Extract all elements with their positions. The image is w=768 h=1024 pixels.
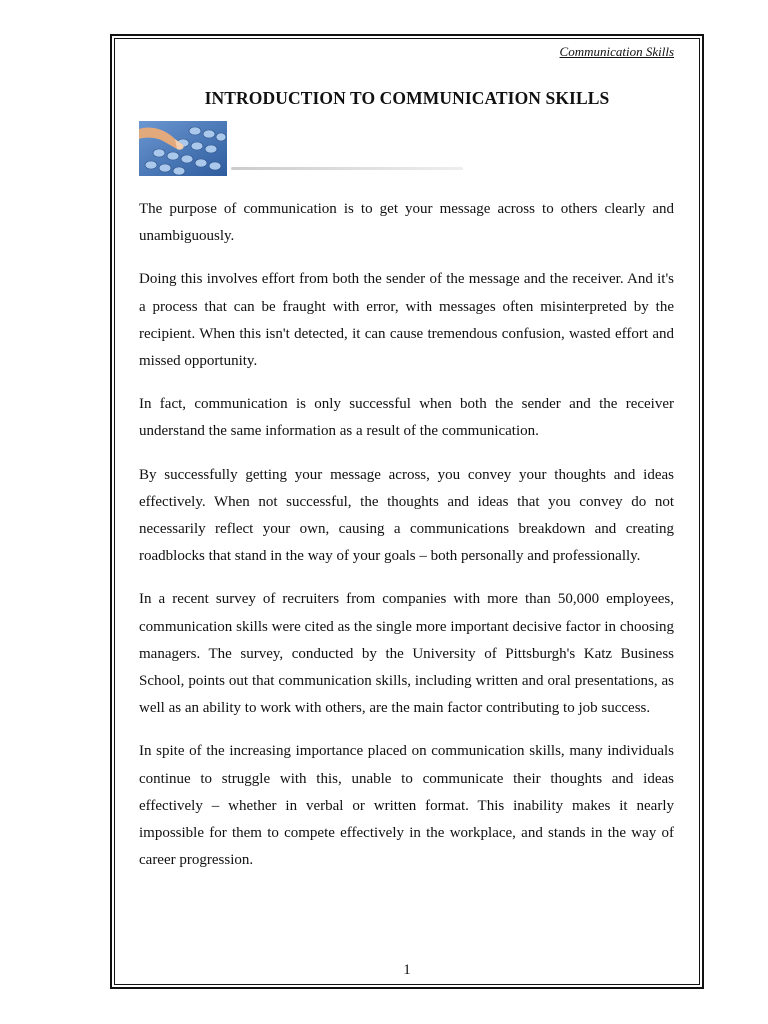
page-title: INTRODUCTION TO COMMUNICATION SKILLS [204, 88, 610, 108]
page-number: 1 [403, 962, 411, 978]
phone-keypad-icon [139, 121, 469, 179]
paragraph: Doing this involves effort from both the sender of the message and the receiver. And it's a process that can be fraught with error, with messages often misinterpreted by the recipient. When this isn't detected, it can cause tremendous confusion, wasted effort and missed opportunity. [139, 271, 674, 370]
running-header: Communication Skills [559, 44, 674, 59]
body-text [139, 196, 674, 890]
paragraph: The purpose of communication is to get your message across to others clearly and unambiguously. [139, 201, 674, 245]
paragraph: By successfully getting your message across, you convey your thoughts and ideas effectively. When not successful, the thoughts and ideas that you convey do not necessarily reflect your own, causing a communications breakdown and creating roadblocks that stand in the way of your goals – both personally and professionally. [139, 466, 674, 565]
paragraph: In spite of the increasing importance placed on communication skills, many individuals continue to struggle with this, unable to communicate their thoughts and ideas effectively – whether in verbal or written format. This inability makes it nearly impossible for them to compete effectively in the workplace, and stands in the way of career progression. [139, 743, 674, 869]
paragraph: In fact, communication is only successful when both the sender and the receiver understand the same information as a result of the communication. [139, 396, 674, 440]
paragraph: In a recent survey of recruiters from companies with more than 50,000 employees, communication skills were cited as the single more important decisive factor in choosing managers. The survey, conducted by the University of Pittsburgh's Katz Business School, points out that communication skills, including written and oral presentations, as well as an ability to work with others, are the main factor contributing to job success. [139, 591, 674, 717]
